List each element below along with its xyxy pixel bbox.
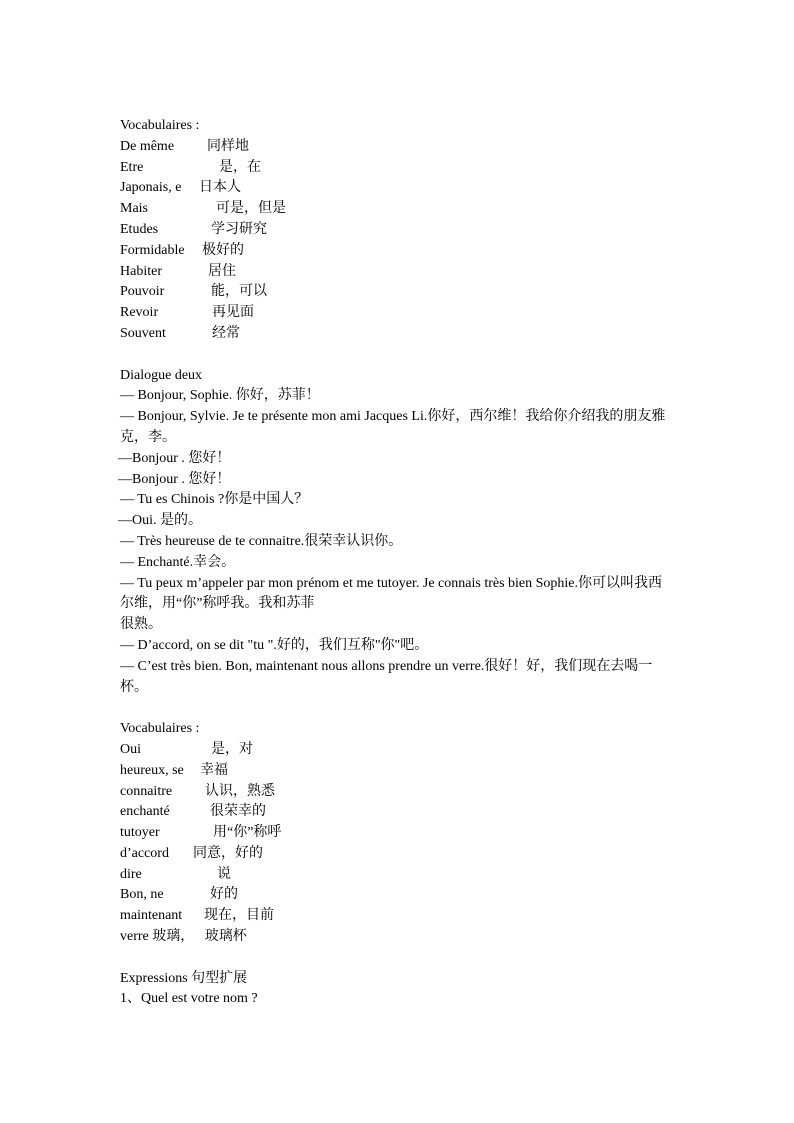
dialogue-heading: Dialogue deux [120, 367, 203, 383]
vocab-entry [120, 220, 676, 241]
expressions-heading: Expressions 句型扩展 [120, 970, 248, 986]
dialogue-line: — Tu peux m’appeler par mon prénom et me tutoyer. Je connais très bien Sophie.你可以叫我西尔维，用“你”称呼我。我和苏菲 [120, 575, 663, 612]
vocab-term: enchanté [120, 804, 170, 820]
vocab-term: Bon, ne [120, 887, 164, 903]
vocab-meaning: 说 [217, 866, 231, 882]
spacer [120, 698, 676, 719]
vocab-entry [120, 262, 676, 283]
vocab-meaning: 日本人 [199, 180, 241, 196]
vocab-term: De même [120, 138, 175, 154]
dialogue-line: — C’est très bien. Bon, maintenant nous allons prendre un verre.很好！好，我们现在去喝一杯。 [120, 658, 653, 695]
dialogue-line: — Bonjour, Sophie. 你好，苏菲！ [120, 388, 320, 404]
dialogue-line: — Très heureuse de te connaitre.很荣幸认识你。 [120, 533, 403, 549]
vocab-term: Formidable [120, 242, 185, 258]
vocab-meaning: 是，在 [219, 159, 261, 175]
dialogue-line: — Bonjour, Sylvie. Je te présente mon ami Jacques Li.你好，西尔维！我给你介绍我的朋友雅克，李。 [120, 409, 666, 445]
vocab-term: connaitre [120, 783, 173, 799]
vocab-term: Etre [120, 159, 144, 175]
vocab-term: d’accord [120, 845, 169, 861]
vocab-meaning: 很荣幸的 [210, 804, 266, 820]
vocab-meaning: 学习研究 [211, 221, 267, 237]
vocab-entry [120, 282, 676, 303]
vocab-term: Etudes [120, 221, 159, 237]
vocab-entry [120, 303, 676, 324]
vocab-meaning: 同意，好的 [193, 845, 263, 861]
vocab-meaning: 认识，熟悉 [205, 783, 275, 799]
vocab-entry [120, 158, 676, 179]
vocab-entry [120, 761, 676, 782]
vocab-term: heureux, se [120, 762, 184, 778]
vocab-entry [120, 137, 676, 158]
vocab-meaning: 好的 [210, 887, 238, 903]
vocab-meaning: 幸福 [200, 762, 228, 778]
vocab-heading: Vocabulaires : [120, 721, 200, 737]
vocab-meaning: 用“你”称呼 [213, 825, 282, 841]
vocab-term: tutoyer [120, 825, 160, 841]
vocab-entry [120, 199, 676, 220]
vocab-meaning: 极好的 [202, 242, 244, 258]
vocab-entry [120, 906, 676, 927]
dialogue-line: — Tu es Chinois ?你是中国人？ [120, 492, 309, 508]
vocab-meaning: 可是，但是 [216, 201, 286, 217]
vocab-entry [120, 740, 676, 761]
vocab-entry [120, 241, 676, 262]
vocab-meaning: 经常 [212, 325, 240, 341]
vocab-entry [120, 823, 676, 844]
vocab-meaning: 再见面 [212, 305, 254, 321]
vocab-entry [120, 178, 676, 199]
vocab-term: dire [120, 866, 142, 882]
vocab-entry [120, 885, 676, 906]
vocab-entry [120, 865, 676, 886]
vocab-entry [120, 324, 676, 345]
expression-item: 1、Quel est votre nom ? [120, 991, 258, 1007]
dialogue-line: —Oui. 是的。 [118, 513, 202, 529]
vocab-meaning: 同样地 [207, 138, 249, 154]
spacer [120, 948, 676, 969]
vocab-entry [120, 844, 676, 865]
vocab-term: verre 玻璃， [120, 929, 195, 945]
dialogue-line: 很熟。 [120, 617, 162, 633]
vocab-meaning: 能，可以 [211, 284, 267, 300]
vocab-meaning: 居住 [208, 263, 236, 279]
document-page [120, 116, 676, 1010]
vocab-term: maintenant [120, 908, 183, 924]
vocab-term: Japonais, e [120, 180, 182, 196]
dialogue-line: —Bonjour . 您好！ [118, 450, 231, 466]
vocab-entry [120, 802, 676, 823]
vocab-term: Habiter [120, 263, 162, 279]
vocab-meaning: 玻璃杯 [204, 929, 247, 945]
vocab-term: Revoir [120, 305, 159, 321]
spacer [120, 345, 676, 366]
vocab-entry [120, 782, 676, 803]
vocab-term: Mais [120, 201, 148, 217]
vocab-term: Oui [120, 741, 141, 757]
vocab-meaning: 现在，目前 [204, 908, 274, 924]
vocab-term: Pouvoir [120, 284, 165, 300]
dialogue-line: — D’accord, on se dit "tu ".好的，我们互称"你"吧。 [120, 637, 429, 653]
vocab-meaning: 是，对 [211, 741, 253, 757]
dialogue-line: —Bonjour . 您好！ [118, 471, 231, 487]
vocab-heading: Vocabulaires : [120, 118, 200, 133]
dialogue-line: — Enchanté.幸会。 [120, 554, 236, 570]
vocab-entry [120, 927, 676, 948]
vocab-term: Souvent [120, 325, 166, 341]
